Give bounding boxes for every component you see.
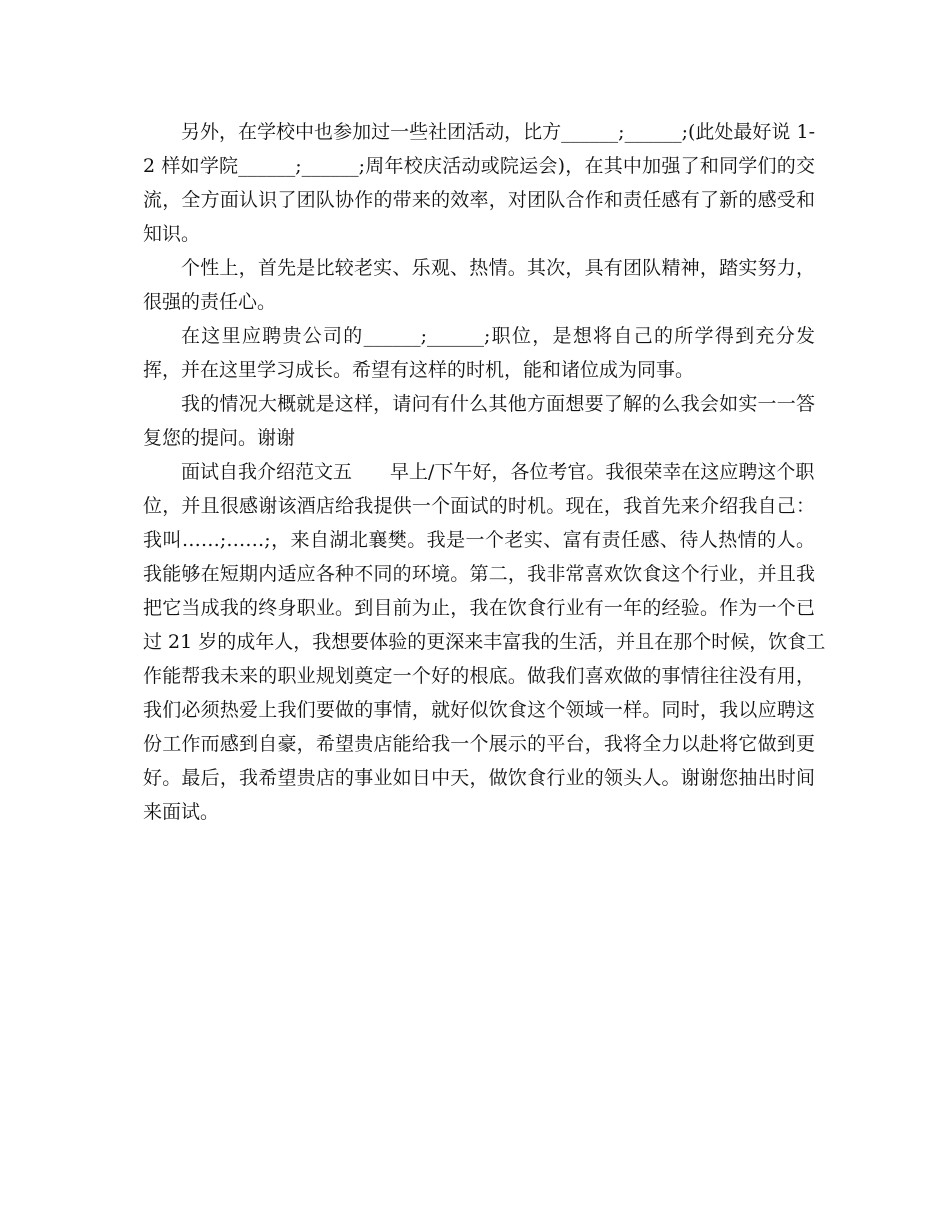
text-line: 我能够在短期内适应各种不同的环境。第二，我非常喜欢饮食这个行业，并且我: [143, 563, 815, 585]
text-line: 2 样如学院______;______;周年校庆活动或院运会)，在其中加强了和同学们的交: [143, 155, 815, 177]
document-body: [143, 115, 826, 829]
text-line: 过 21 岁的成年人，我想要体验的更深来丰富我的生活，并且在那个时候，饮食工: [143, 631, 826, 653]
text-line: 来面试。: [143, 801, 220, 823]
text-line: [143, 455, 815, 489]
text-run: 早上/下午好，各位考官。我很荣幸在这应聘这个职: [390, 461, 815, 483]
text-line: 位，并且很感谢该酒店给我提供一个面试的时机。现在，我首先来介绍我自己：: [143, 495, 815, 517]
text-line: 我叫……;……;，来自湖北襄樊。我是一个老实、富有责任感、待人热情的人。: [143, 529, 815, 551]
text-line: 我的情况大概就是这样，请问有什么其他方面想要了解的么我会如实一一答: [181, 393, 815, 415]
text-line: 把它当成我的终身职业。到目前为止，我在饮食行业有一年的经验。作为一个已: [143, 597, 815, 619]
text-line: 好。最后，我希望贵店的事业如日中天，做饮食行业的领头人。谢谢您抽出时间: [143, 767, 815, 789]
text-line: 流，全方面认识了团队协作的带来的效率，对团队合作和责任感有了新的感受和: [143, 189, 815, 211]
paragraph-position: [143, 319, 815, 387]
text-line: 个性上，首先是比较老实、乐观、热情。其次，具有团队精神，踏实努力，: [181, 257, 815, 279]
text-line: 挥，并在这里学习成长。希望有这样的时机，能和诸位成为同事。: [143, 359, 695, 381]
text-line: 知识。: [143, 223, 201, 245]
text-line: 作能帮我未来的职业规划奠定一个好的根底。做我们喜欢做的事情往往没有用，: [143, 665, 815, 687]
paragraph-closing: [143, 387, 815, 455]
text-line: 复您的提问。谢谢: [143, 427, 296, 449]
text-line: 另外，在学校中也参加过一些社团活动，比方______;______;(此处最好说 1-: [181, 121, 815, 143]
text-line: 我们必须热爱上我们要做的事情，就好似饮食这个领域一样。同时，我以应聘这: [143, 699, 815, 721]
section-heading: 面试自我介绍范文五: [181, 461, 353, 483]
paragraph-personality: [143, 251, 815, 319]
paragraph-club-activities: [143, 115, 815, 251]
paragraph-sample-five: [143, 455, 826, 829]
text-line: 在这里应聘贵公司的______;______;职位，是想将自己的所学得到充分发: [181, 325, 815, 347]
text-line: 很强的责任心。: [143, 291, 277, 313]
text-line: 份工作而感到自豪，希望贵店能给我一个展示的平台，我将全力以赴将它做到更: [143, 733, 815, 755]
